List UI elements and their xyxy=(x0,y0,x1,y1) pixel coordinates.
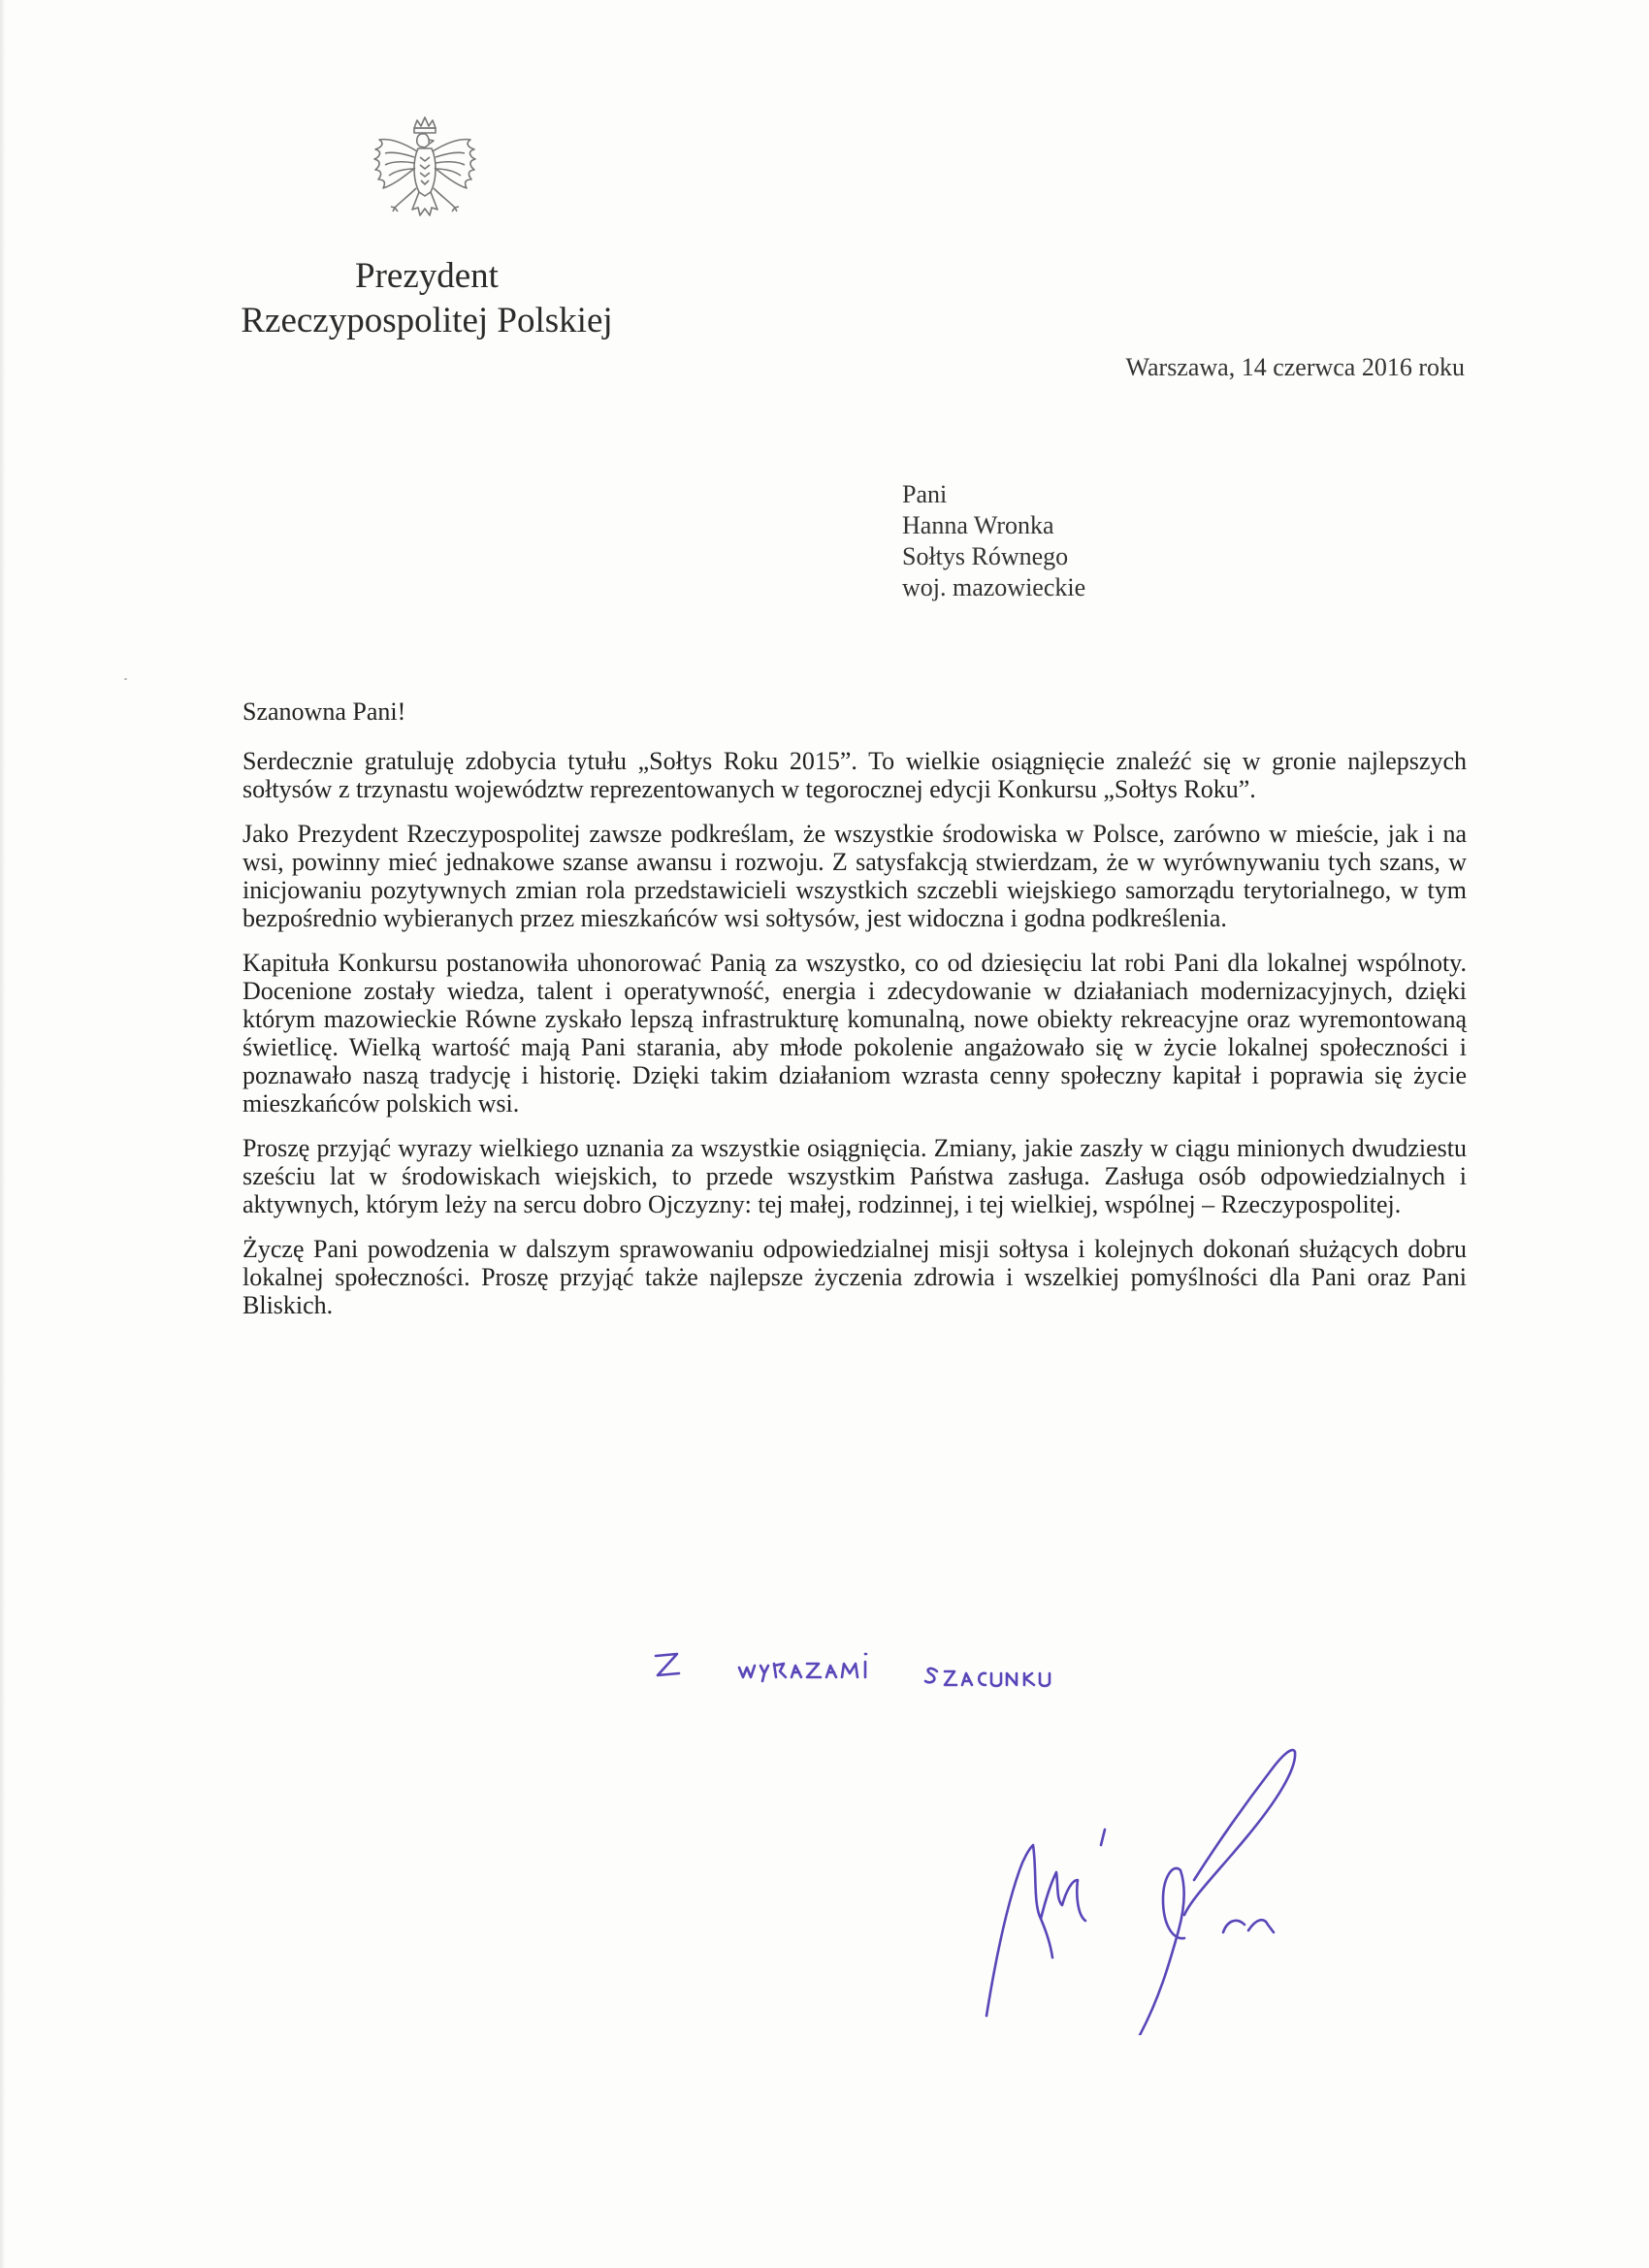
recipient-region: woj. mazowieckie xyxy=(902,573,1086,601)
white-eagle-emblem-icon xyxy=(372,114,478,239)
place-date-line: Warszawa, 14 czerwca 2016 roku xyxy=(1125,353,1465,381)
body-paragraph: Życzę Pani powodzenia w dalszym sprawowaniu odpowiedzialnej misji sołtysa i kolejnych dokonań służących dobru lokalnej społeczności. Proszę przyjąć także najlepsze życzenia zdrowia i wszelkiej pomyślności dla Pani oraz Pani Bliskich. xyxy=(242,1235,1467,1319)
recipient-salutation-word: Pani xyxy=(902,480,948,508)
letter-body xyxy=(242,697,1467,1336)
handwritten-closing xyxy=(650,1642,1193,1710)
handwritten-signature-icon xyxy=(955,1725,1411,2035)
body-paragraph: Serdecznie gratuluję zdobycia tytułu „Sołtys Roku 2015”. To wielkie osiągnięcie znaleźć się w gronie najlepszych sołtysów z trzynastu województw reprezentowanych w tegorocznej edycji Konkursu „Sołtys Roku”. xyxy=(242,747,1467,803)
office-title-line2: Rzeczypospolitej Polskiej xyxy=(241,301,613,340)
office-title-line1: Prezydent xyxy=(355,256,499,296)
salutation: Szanowna Pani! xyxy=(242,697,406,726)
recipient-name: Hanna Wronka xyxy=(902,511,1054,539)
body-paragraph: Proszę przyjąć wyrazy wielkiego uznania za wszystkie osiągnięcia. Zmiany, jakie zaszły w ciągu minionych dwudziestu sześciu lat w środowiskach wiejskich, to przede wszystkim Państwa zasługa. Zasługa osób odpowiedzialnych i aktywnych, którym leży na sercu dobro Ojczyzny: tej małej, rodzinnej, i tej wielkiej, wspólnej – Rzeczypospolitej. xyxy=(242,1134,1467,1218)
body-paragraph: Kapituła Konkursu postanowiła uhonorować Panią za wszystko, co od dziesięciu lat robi Pani dla lokalnej wspólnoty. Docenione zostały wiedza, talent i operatywność, energia i zdecydowanie w działaniach modernizacyjnych, dzięki którym mazowieckie Równe zyskało lepszą infrastrukturę komunalną, nowe obiekty rekreacyjne oraz wyremontowaną świetlicę. Wielką wartość mają Pani starania, aby młode pokolenie angażowało się w życie lokalnej społeczności i poznawało naszą tradycję i historię. Dzięki takim działaniom wzrasta cenny społeczny kapitał i poprawia się życie mieszkańców polskich wsi. xyxy=(242,949,1467,1118)
scan-edge xyxy=(0,0,6,2268)
recipient-title: Sołtys Równego xyxy=(902,542,1069,570)
recipient-block xyxy=(902,479,1085,603)
scan-speck xyxy=(124,678,127,680)
body-paragraph: Jako Prezydent Rzeczypospolitej zawsze podkreślam, że wszystkie środowiska w Polsce, zarówno w mieście, jak i na wsi, powinny mieć jednakowe szanse awansu i rozwoju. Z satysfakcją stwierdzam, że w wyrównywaniu tych szans, w inicjowaniu pozytywnych zmian rola przedstawicieli wszystkich szczebli wiejskiego samorządu terytorialnego, w tym bezpośrednio wybieranych przez mieszkańców wsi sołtysów, jest widoczna i godna podkreślenia. xyxy=(242,820,1467,932)
